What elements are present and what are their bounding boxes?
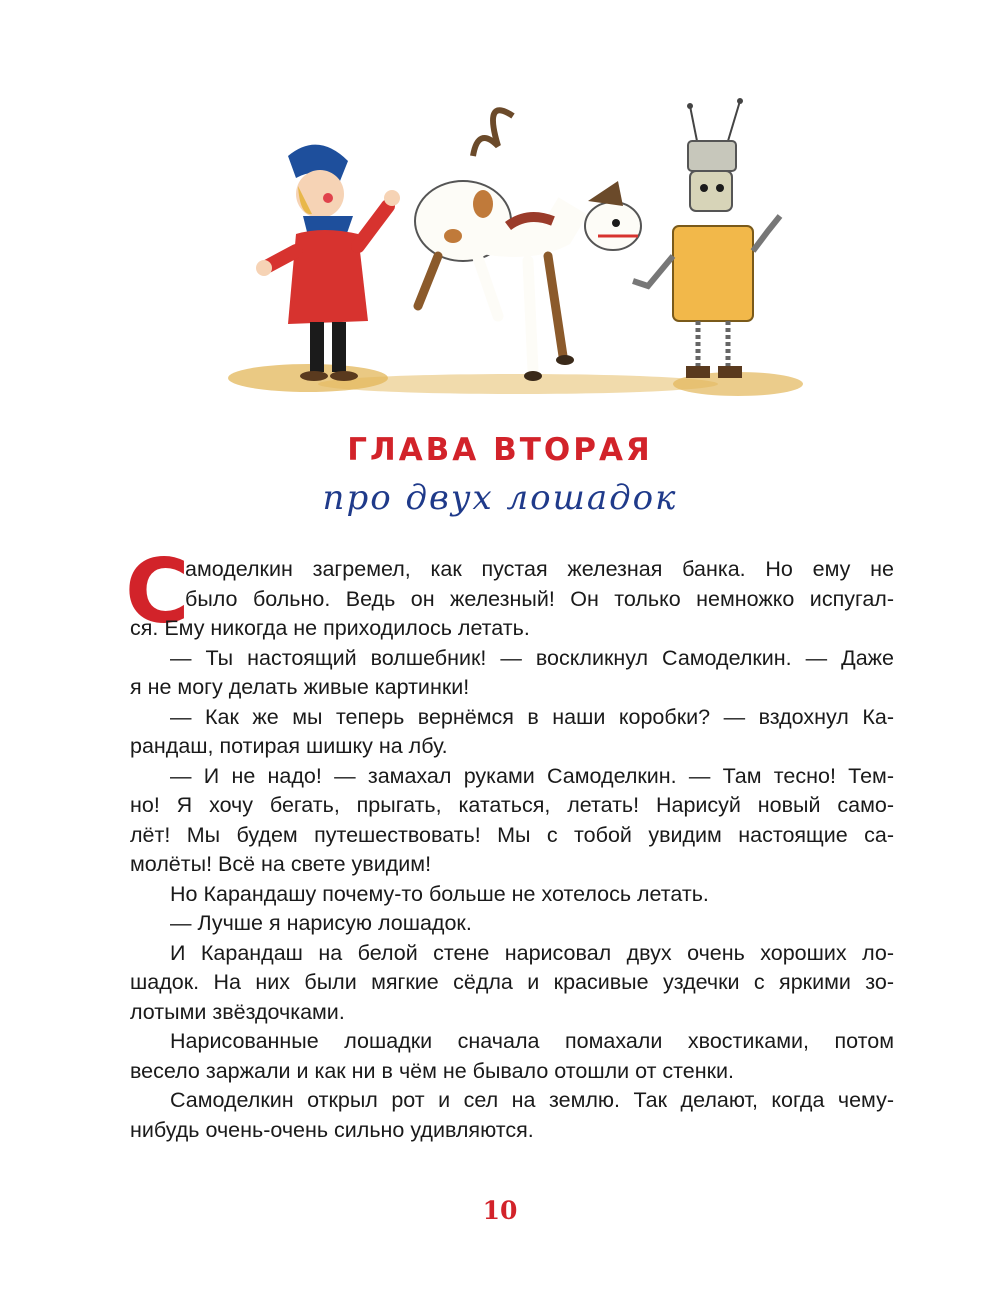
text-line: молёты! Всё на свете увидим!	[130, 852, 432, 876]
text-line: — Ты настоящий волшебник! — воскликнул Самоделкин. — Даже	[170, 645, 894, 670]
text-line: ся. Ему никогда не приходилось летать.	[130, 616, 530, 640]
text-line: — И не надо! — замахал руками Самоделкин. — Там тесно! Тем-	[170, 763, 894, 788]
text-line: рандаш, потирая шишку на лбу.	[130, 734, 448, 758]
chapter-subtitle: про двух лошадок	[322, 478, 678, 518]
text-line: нибудь очень-очень сильно удивляются.	[130, 1117, 534, 1142]
text-line: лёт! Мы будем путешествовать! Мы с тобой увидим настоящие са-	[130, 822, 894, 847]
text-line: весело заржали и как ни в чём не бывало отошли от стенки.	[130, 1058, 734, 1083]
page-number: 10	[482, 1196, 518, 1225]
chapter-title: ГЛАВА ВТОРАЯ	[347, 432, 653, 468]
text-line: но! Я хочу бегать, прыгать, кататься, летать! Нарисуй новый само-	[130, 793, 894, 817]
text-line: лотыми звёздочками.	[130, 999, 345, 1024]
chapter-illustration	[228, 86, 803, 398]
body-text	[130, 555, 894, 1145]
robot-figure	[633, 98, 780, 378]
text-line: Но Карандашу почему-то больше не хотелось летать.	[170, 881, 709, 906]
text-line: амоделкин загремел, как пустая железная банка. Но ему не	[185, 557, 894, 581]
text-line: Нарисованные лошадки сначала помахали хвостиками, потом	[170, 1029, 894, 1053]
spotted-horse-figure	[415, 110, 641, 381]
drop-cap: С	[125, 540, 190, 643]
text-line: Самоделкин открыл рот и сел на землю. Так делают, когда чему-	[170, 1088, 894, 1112]
text-line: И Карандаш на белой стене нарисовал двух очень хороших ло-	[170, 940, 894, 965]
text-line: шадок. На них были мягкие сёдла и красивые уздечки с яркими зо-	[130, 970, 894, 994]
text-line: было больно. Ведь он железный! Он только немножко испугал-	[185, 586, 894, 611]
text-line: — Лучше я нарисую лошадок.	[170, 911, 472, 935]
text-line: — Как же мы теперь вернёмся в наши коробки? — вздохнул Ка-	[170, 704, 894, 729]
text-line: я не могу делать живые картинки!	[130, 675, 470, 699]
pencil-boy-figure	[256, 145, 400, 381]
